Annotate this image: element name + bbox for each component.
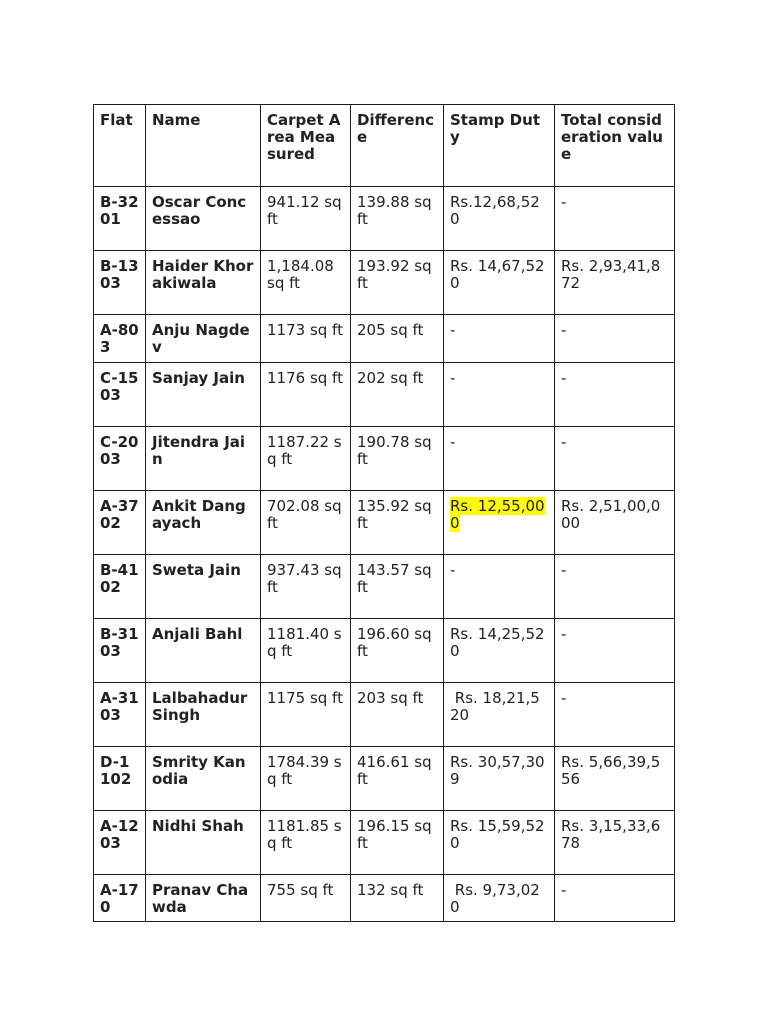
area-cell: 1175 sq ft	[261, 683, 351, 747]
table-row	[94, 427, 675, 491]
name-cell: Sweta Jain	[146, 555, 261, 619]
flat-cell: D-1102	[94, 747, 146, 811]
area-cell: 937.43 sq ft	[261, 555, 351, 619]
name-cell: Anjali Bahl	[146, 619, 261, 683]
area-cell: 755 sq ft	[261, 875, 351, 922]
table-row	[94, 187, 675, 251]
table-row	[94, 251, 675, 315]
header-difference: Difference	[351, 105, 444, 187]
total-cell: -	[555, 683, 675, 747]
flat-cell: B-3201	[94, 187, 146, 251]
difference-cell: 202 sq ft	[351, 363, 444, 427]
flat-cell: C-1503	[94, 363, 146, 427]
stamp-duty-cell: -	[444, 427, 555, 491]
name-cell: Oscar Concessao	[146, 187, 261, 251]
flat-cell: B-3103	[94, 619, 146, 683]
difference-cell: 139.88 sq ft	[351, 187, 444, 251]
total-cell: -	[555, 427, 675, 491]
name-cell: Jitendra Jain	[146, 427, 261, 491]
flat-cell: B-1303	[94, 251, 146, 315]
area-cell: 1784.39 sq ft	[261, 747, 351, 811]
highlighted-stamp-duty: Rs. 12,55,000	[450, 497, 545, 532]
area-cell: 1,184.08 sq ft	[261, 251, 351, 315]
stamp-duty-cell: Rs. 14,25,520	[444, 619, 555, 683]
flat-cell: B-4102	[94, 555, 146, 619]
total-cell: Rs. 2,93,41,872	[555, 251, 675, 315]
total-cell: -	[555, 619, 675, 683]
name-cell: Smrity Kanodia	[146, 747, 261, 811]
stamp-duty-cell: -	[444, 315, 555, 363]
stamp-duty-cell: -	[444, 363, 555, 427]
flat-cell: A-803	[94, 315, 146, 363]
total-cell: -	[555, 875, 675, 922]
total-cell: -	[555, 363, 675, 427]
table-row	[94, 683, 675, 747]
total-cell: Rs. 2,51,00,000	[555, 491, 675, 555]
table-row	[94, 491, 675, 555]
difference-cell: 143.57 sq ft	[351, 555, 444, 619]
table-row	[94, 363, 675, 427]
total-cell: Rs. 5,66,39,556	[555, 747, 675, 811]
name-cell: Sanjay Jain	[146, 363, 261, 427]
header-stamp-duty: Stamp Duty	[444, 105, 555, 187]
total-cell: -	[555, 555, 675, 619]
name-cell: Nidhi Shah	[146, 811, 261, 875]
name-cell: Ankit Dangayach	[146, 491, 261, 555]
stamp-duty-cell: Rs. 9,73,020	[444, 875, 555, 922]
stamp-duty-cell: -	[444, 555, 555, 619]
flat-cell: C-2003	[94, 427, 146, 491]
stamp-duty-cell	[444, 491, 555, 555]
area-cell: 1176 sq ft	[261, 363, 351, 427]
header-row	[94, 105, 675, 187]
name-cell: Pranav Chawda	[146, 875, 261, 922]
flat-cell: A-3103	[94, 683, 146, 747]
table-row	[94, 315, 675, 363]
table-row	[94, 747, 675, 811]
total-cell: Rs. 3,15,33,678	[555, 811, 675, 875]
flat-cell: A-3702	[94, 491, 146, 555]
difference-cell: 193.92 sq ft	[351, 251, 444, 315]
stamp-duty-cell: Rs. 15,59,520	[444, 811, 555, 875]
table-row	[94, 555, 675, 619]
total-cell: -	[555, 187, 675, 251]
difference-cell: 196.60 sq ft	[351, 619, 444, 683]
header-carpet-area: Carpet Area Measured	[261, 105, 351, 187]
table-row	[94, 875, 675, 922]
name-cell: Lalbahadur Singh	[146, 683, 261, 747]
difference-cell: 190.78 sq ft	[351, 427, 444, 491]
difference-cell: 416.61 sq ft	[351, 747, 444, 811]
stamp-duty-cell: Rs. 14,67,520	[444, 251, 555, 315]
stamp-duty-cell: Rs. 30,57,309	[444, 747, 555, 811]
difference-cell: 132 sq ft	[351, 875, 444, 922]
header-name: Name	[146, 105, 261, 187]
table-row	[94, 619, 675, 683]
area-cell: 1181.85 sq ft	[261, 811, 351, 875]
area-cell: 1173 sq ft	[261, 315, 351, 363]
name-cell: Anju Nagdev	[146, 315, 261, 363]
stamp-duty-cell: Rs.12,68,520	[444, 187, 555, 251]
name-cell: Haider Khorakiwala	[146, 251, 261, 315]
flat-cell: A-170	[94, 875, 146, 922]
header-flat: Flat	[94, 105, 146, 187]
difference-cell: 205 sq ft	[351, 315, 444, 363]
flat-cell: A-1203	[94, 811, 146, 875]
flat-details-table	[93, 104, 675, 922]
difference-cell: 135.92 sq ft	[351, 491, 444, 555]
total-cell: -	[555, 315, 675, 363]
stamp-duty-cell: Rs. 18,21,520	[444, 683, 555, 747]
area-cell: 702.08 sq ft	[261, 491, 351, 555]
difference-cell: 203 sq ft	[351, 683, 444, 747]
table-row	[94, 811, 675, 875]
area-cell: 941.12 sq ft	[261, 187, 351, 251]
difference-cell: 196.15 sq ft	[351, 811, 444, 875]
area-cell: 1187.22 sq ft	[261, 427, 351, 491]
header-total-consideration: Total consideration value	[555, 105, 675, 187]
area-cell: 1181.40 sq ft	[261, 619, 351, 683]
